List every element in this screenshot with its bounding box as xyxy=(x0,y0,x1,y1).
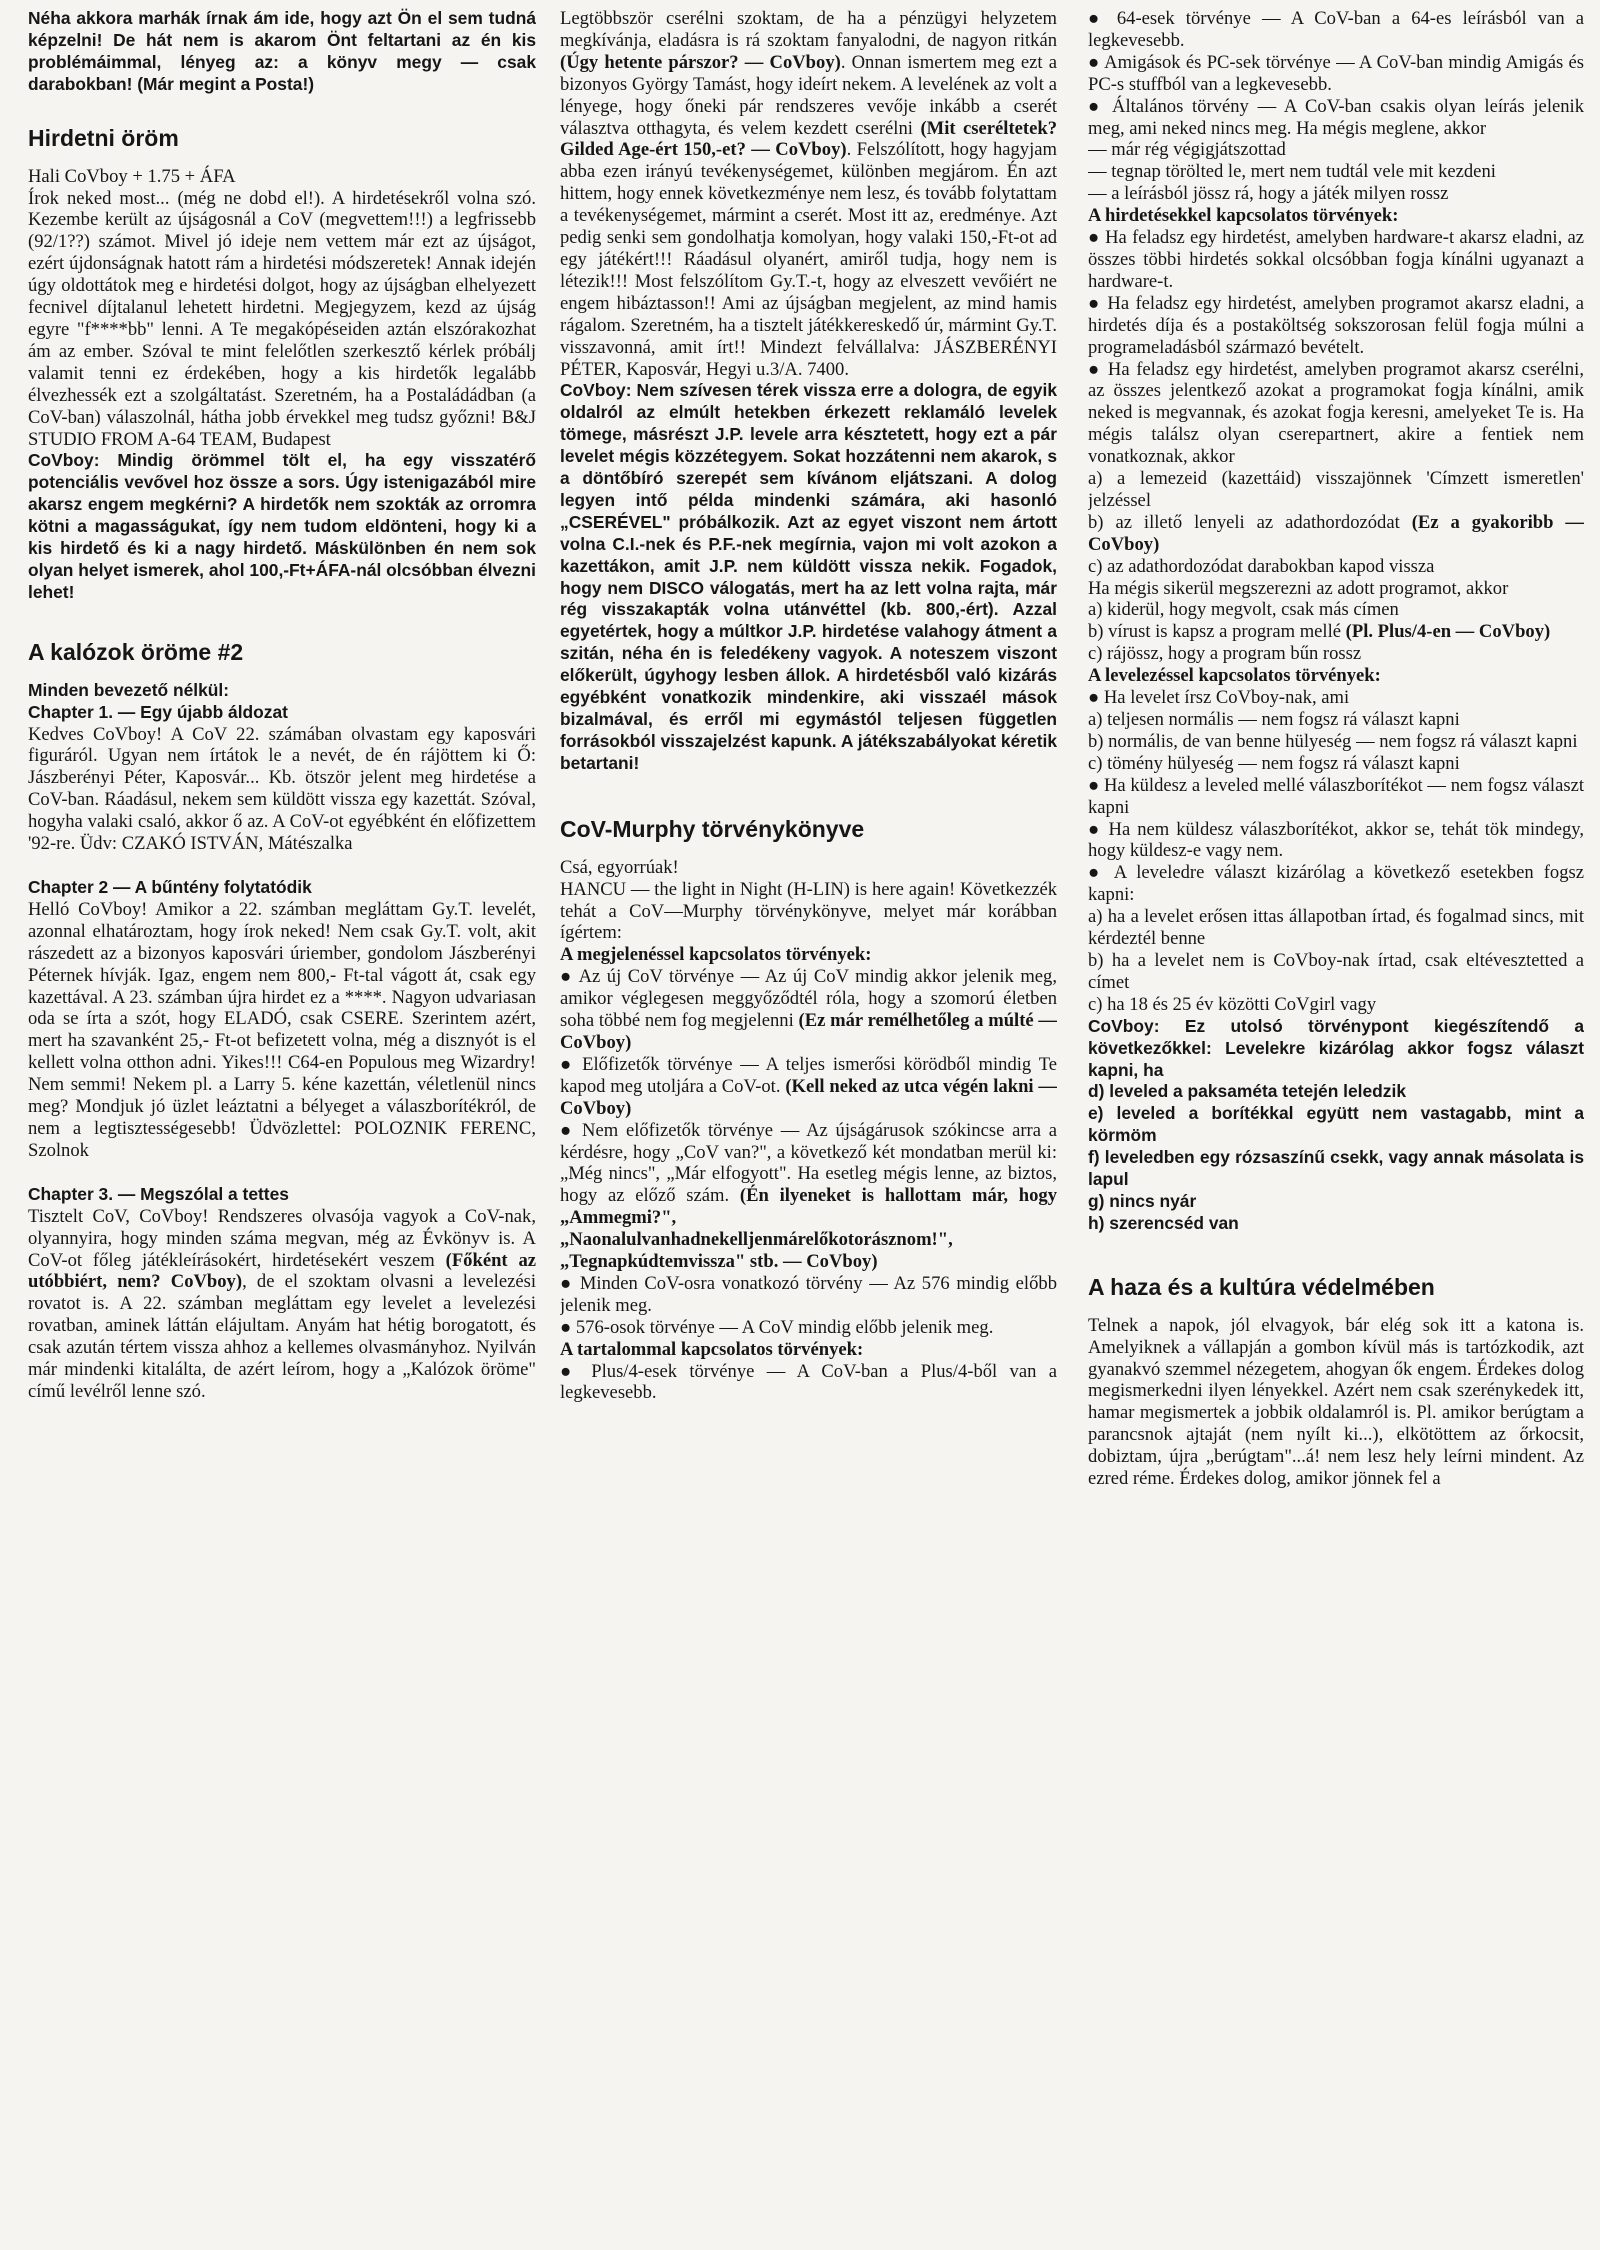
heading-murphy: CoV-Murphy törvénykönyve xyxy=(560,815,865,842)
reply-d: d) leveled a paksaméta tetején leledzik xyxy=(1088,1081,1407,1102)
law-ad-program-sell: ● Ha feladsz egy hirdetést, amelyben programot akarsz eladni, a hirdetés díja és a postaköltség sokszorosan felül fogja múlni a programeladásból származó bevételt. xyxy=(1088,292,1584,358)
law-reply-cases: ● A leveledre választ kizárólag a következő esetekben fogsz kapni: xyxy=(1088,862,1584,906)
law-no-envelope: ● Ha nem küldesz válaszborítékot, akkor se, tehát tök mindegy, hogy küldesz-e vagy nem. xyxy=(1088,818,1584,862)
law-ad-swap-b: b) az illető lenyeli az adathordozódat (Ez a gyakoribb — CoVboy) xyxy=(1088,511,1584,555)
law-letter-b: b) normális, de van benne hülyeség — nem fogsz rá választ kapni xyxy=(1088,730,1578,752)
reply-f: f) leveledben egy rózsaszínű csekk, vagy annak másolata is lapul xyxy=(1088,1147,1584,1190)
subheading-megjelenes: A megjelenéssel kapcsolatos törvények: xyxy=(560,944,872,966)
law-ad-hardware: ● Ha feladsz egy hirdetést, amelyben hardware-t akarsz eladni, az összes többi hirdetés sokkal olcsóbban fogja kínálni ugyanazt a hardware-t. xyxy=(1088,227,1584,292)
law-amiga-pc: ● Amigások és PC-sek törvénye — A CoV-ban mindig Amigás és PC-s stuffból van a legkevesebb. xyxy=(1088,51,1584,95)
murphy-intro: HANCU — the light in Night (H-LIN) is here again! Következzék tehát a CoV—Murphy törvénykönyve, melyet már korábban ígértem: xyxy=(560,878,1057,944)
chapter-1-text: Kedves CoVboy! A CoV 22. számában olvastam egy kaposvári figuráról. Ugyan nem írtátok le a nevét, de én rájöttem ki Ő: Jászberényi Péter, Kaposvár... Kb. ötször jelent meg hirdetése a CoV-ban. Ráadásul, nekem sem küldött vissza egy kazettát. Szóval, hogyha valaki csaló, akkor ő az. A CoV-ot egyébként én előfizettem '92-re. Üdv: CZAKÓ ISTVÁN, Mátészalka xyxy=(28,723,536,855)
law-letter-c: c) tömény hülyeség — nem fogsz rá választ kapni xyxy=(1088,752,1460,774)
subheading-tartalom: A tartalommal kapcsolatos törvények: xyxy=(560,1338,864,1360)
subheading-levelezes: A levelezéssel kapcsolatos törvények: xyxy=(1088,665,1381,687)
murphy-greeting: Csá, egyorrúak! xyxy=(560,856,679,878)
haza-text: Telnek a napok, jól elvagyok, bár elég sok itt a katona is. Amelyiknek a vállapján a gombon kívül más is tartózkodik, azt gyanakvó szemmel nézegetem, ahogyan ők engem. Érdekes dolog megismerkedni ilyen lényekkel. Azért nem csak szerénykedek itt, hamar megismertek a jobbik oldalamról is. Pl. amikor berúgtam a parancsnok ajtaját (nem nyílt ki...), elkötöttem az őrkocsit, dobiztam, újra „berúgtam"...á! nem lesz hely leírni mindent. Az ezred réme. Érdekes dolog, amikor jönnek fel a xyxy=(1088,1314,1584,1490)
law-general-c: — a leírásból jössz rá, hogy a játék milyen rossz xyxy=(1088,183,1449,205)
law-reply-c: c) ha 18 és 25 év közötti CoVgirl vagy xyxy=(1088,993,1377,1015)
law-got-program-b: b) vírust is kapsz a program mellé (Pl. Plus/4-en — CoVboy) xyxy=(1088,621,1551,643)
law-ad-program-swap: ● Ha feladsz egy hirdetést, amelyben programot akarsz cserélni, az összes jelentkező azokat a programokat fogja kínálni, amik neked is megvannak, és azokat fogja keresni, amelyeket Te is. Ha mégis találsz olyan cserepartnert, akire a fentiek nem vonatkoznak, akkor xyxy=(1088,358,1584,468)
law-reply-a: a) ha a levelet erősen ittas állapotban írtad, és fogalmad sincs, mit kérdeztél benne xyxy=(1088,906,1584,950)
law-got-program-a: a) kiderül, hogy megvolt, csak más címen xyxy=(1088,599,1399,621)
law-576: ● 576-osok törvénye — A CoV mindig előbb jelenik meg. xyxy=(560,1316,994,1338)
intro-reply: Néha akkora marhák írnak ám ide, hogy azt Ön el sem tudná képzelni! De hát nem is akarom Önt feltartani az én kis problémáimmal, lényeg az: a könyv megy — csak darabokban! (Már megint a Posta!) xyxy=(28,8,536,94)
chapter-1-title: Chapter 1. — Egy újabb áldozat xyxy=(28,701,288,722)
chapter-3-text: Tisztelt CoV, CoVboy! Rendszeres olvasója vagyok a CoV-nak, olyannyira, hogy minden száma megvan, még az Évkönyv is. A CoV-ot főleg játékleírásokért, hirdetésekért veszem (Főként az utóbbiért, nem? CoVboy), de el szoktam olvasni a levelezési rovatot is. A 22. számban megláttam egy levelet a levelezési rovatban, aminek láttán elájultam. Anyám hat hétig borogatott, és csak azután tértem vissza ahhoz a kellemes olvasmányhoz. Nyilván már mindenki kitalálta, de azért leírom, hogy a „Kalózok öröme" című levélről lenne szó. xyxy=(28,1205,536,1402)
column-left xyxy=(28,8,536,2238)
law-non-subscribers: ● Nem előfizetők törvénye — Az újságárusok szókincse arra a kérdésre, hogy „CoV van?", a következő két mondatban merül ki: „Még nincs", „Már elfogyott". Ha esetleg mégis lenne, az biztos, hogy az előző szám. (Én ilyeneket is hallottam már, hogy „Ammegmi?", „Naonalulvanhadnekelljenmárelőkotorásznom!", „Tegnapkúdtemvissza" stb. — CoVboy) xyxy=(560,1119,1057,1273)
subheading-hirdetes: A hirdetésekkel kapcsolatos törvények: xyxy=(1088,205,1399,227)
column-middle xyxy=(560,8,1057,2238)
reply-hirdetni: CoVboy: Mindig örömmel tölt el, ha egy visszatérő potenciális vevővel hoz össze a sors. Úgy istenigazából mire akarsz engem megkérni? A hirdetők nem szokták az orromra kötni a magasságukat, így nem tudom eldönteni, hogy ki a kis hirdető és ki a nagy hirdető. Máskülönben én nem sok olyan helyet ismerek, ahol 100,-Ft+ÁFA-nál olcsóbban élvezni lehet! xyxy=(28,450,536,602)
law-general-a: — már rég végigjátszottad xyxy=(1088,139,1286,161)
reply-covboy-murphy: CoVboy: Ez utolsó törvénypont kiegészítendő a következőkkel: Levelekre kizárólag akkor fogsz választ kapni, ha xyxy=(1088,1015,1584,1080)
column-right xyxy=(1088,8,1584,2238)
law-letter: ● Ha levelet írsz CoVboy-nak, ami xyxy=(1088,687,1350,709)
letter-hirdetni: Hali CoVboy + 1.75 + ÁFA Írok neked most... (még ne dobd el!). A hirdetésekről volna szó. Kezembe került az újságosnál a CoV (megvettem!!!) a legfrissebb (92/1??) számot. Mivel jó ideje nem vettem már ezt az újságot, ezért újdonságnak hatott rám a hirdetési módszeretek! Annak idején úgy oldottátok meg e hirdetési dolgot, hogy az újságban elhelyezett fecnivel díjtalanul lehetett hirdetni. Megjegyzem, kezd az újság egyre "f****bb" lenni. A Te megakópéseiden aztán elszórakozhat ám az ember. Szóval te mint felelőtlen szerkesztő kérlek próbálj valamit tenni ez érdekében, hogy a kis hirdetők legalább élvezhessék ezt a szolgáltatást. Szeretném, ha a Postaládádban (a CoV-ban) válaszolnál, hátha jobb érvekkel meg tudsz győzni! B&J STUDIO FROM A-64 TEAM, Budapest xyxy=(28,165,536,450)
law-got-program: Ha mégis sikerül megszerezni az adott programot, akkor xyxy=(1088,577,1509,599)
chapter-2-text: Helló CoVboy! Amikor a 22. számban megláttam Gy.T. levelét, azonnal elhatároztam, hogy írok neked! Nem csak Gy.T. volt, akit rászedett az a bizonyos kaposvári úriember, gondolom Jászberényi Péternek hívják. Igaz, engem nem 800,- Ft-tal vágott át, csak egy kazettával. A 23. számban újra hirdet ez a ****. Nagyon udvariasan oda se írta a szót, hogy ELADÓ, csak CSERE. Szerintem azért, mert ha szavanként 25,- Ft-ot befizetett volna, még a disznyót is el kellett volna otthon adni. Yikes!!! C64-en Populous meg Wizardry! Nem semmi! Nekem pl. a Larry 5. kéne kazettán, véletlenül nincs meg? Mondjuk jó üzlet leáztatni a bélyeget a válaszborítékról, de nem a legtisztességesebb! Üdvözlettel: POLOZNIK FERENC, Szolnok xyxy=(28,898,536,1161)
heading-haza-kultura: A haza és a kultúra védelmében xyxy=(1088,1273,1435,1300)
heading-hirdetni-orom: Hirdetni öröm xyxy=(28,124,179,151)
reply-e: e) leveled a borítékkal együtt nem vastagabb, mint a körmöm xyxy=(1088,1103,1584,1146)
law-reply-b: b) ha a levelet nem is CoVboy-nak írtad, csak eltévesztetted a címet xyxy=(1088,949,1584,993)
kalozok-intro: Minden bevezető nélkül: xyxy=(28,679,229,700)
reply-g: g) nincs nyár xyxy=(1088,1190,1197,1211)
law-envelope: ● Ha küldesz a leveled mellé válaszborítékot — nem fogsz választ kapni xyxy=(1088,774,1584,818)
law-got-program-c: c) rájössz, hogy a program bűn rossz xyxy=(1088,643,1362,665)
law-letter-a: a) teljesen normális — nem fogsz rá választ kapni xyxy=(1088,709,1460,730)
law-all-cov: ● Minden CoV-osra vonatkozó törvény — Az 576 mindig előbb jelenik meg. xyxy=(560,1272,1057,1316)
chapter-2-title: Chapter 2 — A bűntény folytatódik xyxy=(28,877,312,897)
law-general: ● Általános törvény — A CoV-ban csakis olyan leírás jelenik meg, ami neked nincs meg. Ha mégis meglene, akkor xyxy=(1088,95,1584,139)
law-subscribers: ● Előfizetők törvénye — A teljes ismerősi körödből mindig Te kapod meg utoljára a CoV-ot. (Kell neked az utca végén lakni — CoVboy) xyxy=(560,1053,1057,1119)
law-new-cov: ● Az új CoV törvénye — Az új CoV mindig akkor jelenik meg, amikor véglegesen meggyőződtél róla, hogy a szomorú életben soha többé nem fog megjelenni (Ez már remélhetőleg a múlté — CoVboy) xyxy=(560,966,1057,1053)
letter-jaszberenyi: Legtöbbször cserélni szoktam, de ha a pénzügyi helyzetem megkívánja, eladásra is rá szoktam fanyalodni, de nagyon ritkán (Úgy hetente párszor? — CoVboy). Onnan ismertem meg ezt a bizonyos György Tamást, hogy ideírt nekem. A levelének az volt a lényege, hogy őneki pár rendszeres vevője inkább a cserét választva otthagyta, és velem kezdett cserélni (Mit cseréltetek? Gilded Age-ért 150,-et? — CoVboy). Felszólított, hogy hagyjam abba ezen irányú tevékenységemet, különben megjárom. Én azt hittem, hogy ennek következménye nem lesz, és tovább folytattam a tevékenységemet, mármint a cserét. Most itt az, eredménye. Azt pedig senki sem gondolhatja komolyan, hogy valaki 150,-Ft-ot ad egy játékért!!! Ráadásul olyanért, amiről tudja, hogy nem is létezik!!! Most felszólítom Gy.T.-t, hogy az elveszett vevőiért ne engem hibáztasson!! Ami az újságban megjelent, az mind hamis rágalom. Szeretném, ha a tisztelt játékkereskedő úr, mármint Gy.T. visszavonná, amit írt!! Mindezt felvállalva: JÁSZBERÉNYI PÉTER, Kaposvár, Hegyi u.3/A. 7400. xyxy=(560,8,1057,380)
law-ad-swap-a: a) a lemezeid (kazettáid) visszajönnek 'Címzett ismeretlen' jelzéssel xyxy=(1088,468,1584,511)
heading-kalozok-orome: A kalózok öröme #2 xyxy=(28,638,244,665)
reply-h: h) szerencséd van xyxy=(1088,1212,1239,1233)
law-ad-swap-c: c) az adathordozódat darabokban kapod vissza xyxy=(1088,555,1435,577)
law-plus4: ● Plus/4-esek törvénye — A CoV-ban a Plus/4-ből van a legkevesebb. xyxy=(560,1360,1057,1404)
law-general-b: — tegnap törölted le, mert nem tudtál vele mit kezdeni xyxy=(1088,161,1496,183)
reply-covboy-kalozok: CoVboy: Nem szívesen térek vissza erre a dologra, de egyik oldalról az elmúlt hetekben érkezett reklamáló levelek tömege, másrészt J.P. levele arra késztetett, hogy ezt a pár levelet mégis közzétegyem. Sokat hozzátenni nem akarok, s a döntőbíró szerepét sem kívánom eljátszani. A dolog legyen intő példa mindenki számára, aki hasonló „CSERÉVEL" próbálkozik. Azt az egyet viszont nem ártott volna C.I.-nek és P.F.-nek megírnia, vajon mi volt azokon a kazettákon, amit J.P. nem küldött vissza nekik. Fogadok, hogy nem DISCO válogatás, mert ha az lett volna rajta, már rég visszakapták volna utánvéttel (kb. 800,-ért). Azzal egyetértek, hogy a múltkor J.P. hirdetése valahogy átment a szitán, néha én is feledékeny vagyok. A noteszem viszont előkerült, úgyhogy lesben állok. A hirdetésből való kizárás egyébként vonatkozik mindenkire, aki visszaél mások bizalmával, és erről mi egymástól teljesen független forrásokból visszajelzést kapunk. A játékszabályokat kéretik betartani! xyxy=(560,380,1057,773)
chapter-3-title: Chapter 3. — Megszólal a tettes xyxy=(28,1183,289,1204)
law-64: ● 64-esek törvénye — A CoV-ban a 64-es leírásból van a legkevesebb. xyxy=(1088,8,1584,51)
